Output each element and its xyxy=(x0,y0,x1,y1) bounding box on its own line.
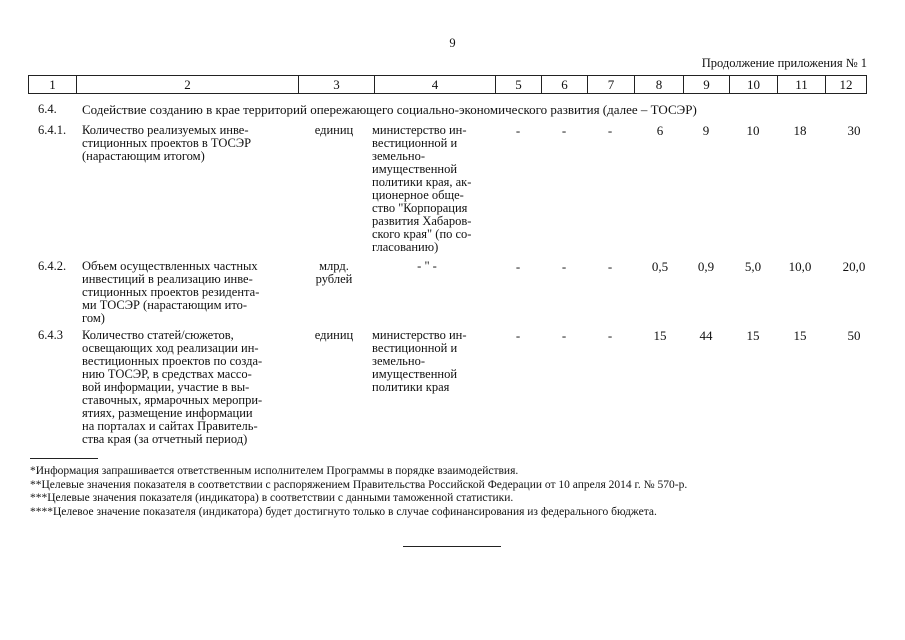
footnote: ****Целевое значение показателя (индикатора) будет достигнуто только в случае софинансирования из федерального бюджета. xyxy=(30,505,657,518)
header-col-11: 11 xyxy=(778,76,826,94)
indicator-name-line: Объем осуществленных частных xyxy=(82,259,258,273)
responsible-line: - " - xyxy=(417,259,437,273)
unit-line: млрд. xyxy=(319,259,349,273)
header-col-8: 8 xyxy=(635,76,684,94)
value-col-9: 9 xyxy=(702,123,710,138)
responsible-line: ство "Корпорация xyxy=(372,201,468,215)
unit-of-measure xyxy=(304,260,364,286)
footnote-separator xyxy=(30,458,98,459)
footnote: **Целевые значения показателя в соответствии с распоряжением Правительства Российской Федерации от 10 апреля 2014 г. № 570-р. xyxy=(30,478,688,491)
responsible-line: гласованию) xyxy=(372,240,439,254)
value-col-8: 15 xyxy=(653,328,667,343)
responsible-executor xyxy=(372,329,490,394)
indicator-name-line: ставочных, ярмарочных меропри- xyxy=(82,393,263,407)
indicator-name-line: ства края (за отчетный период) xyxy=(82,432,248,446)
responsible-line: ционерное обще- xyxy=(372,188,464,202)
unit-of-measure xyxy=(304,124,364,137)
responsible-line: министерство ин- xyxy=(372,123,467,137)
section-title: Содействие созданию в крае территорий опережающего социально-экономического развития (далее – ТОСЭР) xyxy=(82,102,697,117)
value-col-6: - xyxy=(561,328,567,343)
end-of-page-rule xyxy=(403,546,501,547)
header-col-3: 3 xyxy=(299,76,375,94)
indicator-name-line: вой информации, участие в вы- xyxy=(82,380,250,394)
value-col-11: 18 xyxy=(793,123,807,138)
responsible-line: имущественной xyxy=(372,162,458,176)
unit-line: единиц xyxy=(314,328,354,342)
indicator-name xyxy=(82,124,287,163)
indicator-name-line: Количество статей/сюжетов, xyxy=(82,328,234,342)
indicator-name xyxy=(82,329,287,446)
unit-line: единиц xyxy=(314,123,354,137)
responsible-line: земельно- xyxy=(372,149,425,163)
value-col-11: 10,0 xyxy=(788,259,812,274)
indicator-name-line: ми ТОСЭР (нарастающим ито- xyxy=(82,298,248,312)
responsible-line: ского края" (по со- xyxy=(372,227,472,241)
value-col-9: 44 xyxy=(699,328,713,343)
value-col-5: - xyxy=(515,328,521,343)
footnote: *Информация запрашивается ответственным исполнителем Программы в порядке взаимодействия. xyxy=(30,465,519,477)
header-col-10: 10 xyxy=(730,76,778,94)
indicator-name-line: на порталах и сайтах Правитель- xyxy=(82,419,258,433)
indicator-name-line: вестиционных проектов по созда- xyxy=(82,354,263,368)
value-col-10: 15 xyxy=(746,328,760,343)
value-col-9: 0,9 xyxy=(697,259,715,274)
responsible-line: политики края, ак- xyxy=(372,175,472,189)
indicator-name-line: гом) xyxy=(82,311,105,325)
indicator-name-line: нию ТОСЭР, в средствах массо- xyxy=(82,367,252,381)
indicator-name xyxy=(82,260,287,325)
row-number: 6.4.2. xyxy=(38,259,67,273)
responsible-line: имущественной xyxy=(372,367,458,381)
unit-line: рублей xyxy=(315,272,353,286)
value-col-12: 20,0 xyxy=(842,259,866,274)
value-col-12: 50 xyxy=(847,328,861,343)
header-col-9: 9 xyxy=(684,76,730,94)
responsible-executor xyxy=(372,124,490,254)
indicator-name-line: стиционных проектов в ТОСЭР xyxy=(82,136,252,150)
row-number: 6.4.1. xyxy=(38,123,67,137)
responsible-line: земельно- xyxy=(372,354,425,368)
value-col-8: 6 xyxy=(656,123,664,138)
responsible-line: вестиционной и xyxy=(372,136,458,150)
responsible-line: вестиционной и xyxy=(372,341,458,355)
header-col-1: 1 xyxy=(29,76,77,94)
column-number-header xyxy=(28,75,867,94)
value-col-10: 10 xyxy=(746,123,760,138)
footnote: ***Целевые значения показателя (индикатора) в соответствии с данными таможенной статистики. xyxy=(30,492,514,504)
header-col-4: 4 xyxy=(375,76,496,94)
responsible-executor xyxy=(372,260,482,273)
footnotes xyxy=(30,465,890,519)
value-col-5: - xyxy=(515,123,521,138)
value-col-6: - xyxy=(561,259,567,274)
header-col-7: 7 xyxy=(588,76,635,94)
responsible-line: политики края xyxy=(372,380,450,394)
value-col-7: - xyxy=(607,328,613,343)
continuation-label: Продолжение приложения № 1 xyxy=(701,56,867,70)
row-number: 6.4.3 xyxy=(38,328,63,342)
indicator-name-line: ятиях, размещение информации xyxy=(82,406,253,420)
indicator-name-line: освещающих ход реализации ин- xyxy=(82,341,259,355)
indicator-name-line: (нарастающим итогом) xyxy=(82,149,205,163)
value-col-10: 5,0 xyxy=(744,259,762,274)
header-col-2: 2 xyxy=(77,76,299,94)
unit-of-measure xyxy=(304,329,364,342)
page-number: 9 xyxy=(449,36,456,50)
indicator-name-line: Количество реализуемых инве- xyxy=(82,123,249,137)
header-col-6: 6 xyxy=(542,76,588,94)
value-col-11: 15 xyxy=(793,328,807,343)
indicator-name-line: инвестиций в реализацию инве- xyxy=(82,272,253,286)
section-number: 6.4. xyxy=(38,102,57,116)
header-col-12: 12 xyxy=(826,76,867,94)
header-col-5: 5 xyxy=(496,76,542,94)
indicator-name-line: стиционных проектов резидента- xyxy=(82,285,260,299)
responsible-line: министерство ин- xyxy=(372,328,467,342)
responsible-line: развития Хабаров- xyxy=(372,214,472,228)
value-col-8: 0,5 xyxy=(651,259,669,274)
value-col-7: - xyxy=(607,259,613,274)
value-col-6: - xyxy=(561,123,567,138)
value-col-12: 30 xyxy=(847,123,861,138)
value-col-7: - xyxy=(607,123,613,138)
value-col-5: - xyxy=(515,259,521,274)
